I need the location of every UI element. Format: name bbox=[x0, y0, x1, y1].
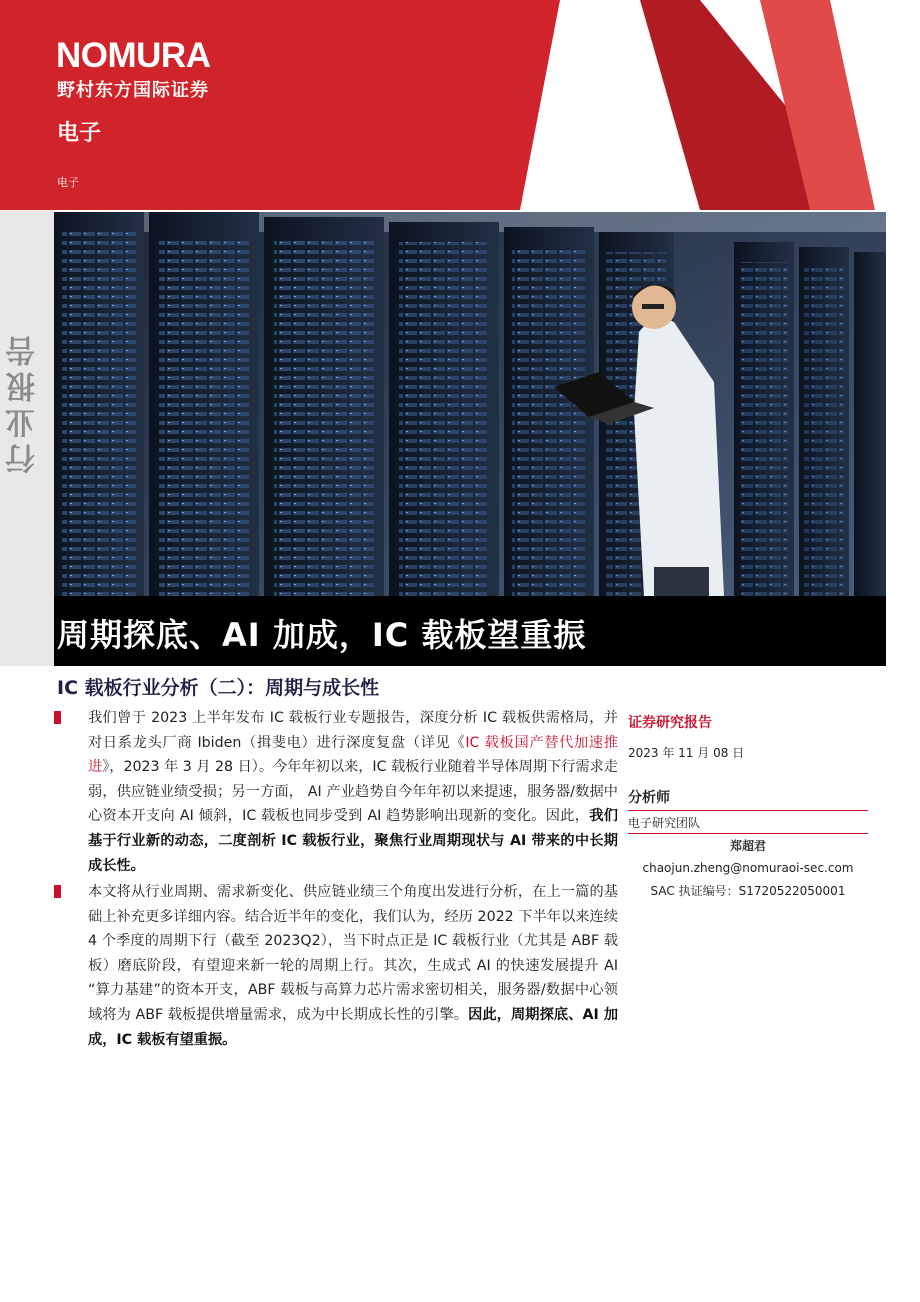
analyst-sac-number: SAC 执证编号：S1720522050001 bbox=[650, 884, 846, 898]
report-type: 证券研究报告 bbox=[628, 715, 712, 731]
para2-key-point: 因此，周期探底、AI 加成，IC 载板有望重振。 bbox=[88, 1006, 619, 1048]
summary-paragraph-2 bbox=[88, 880, 618, 1052]
report-date: 2023 年 11 月 08 日 bbox=[628, 746, 745, 760]
analyst-email[interactable]: chaojun.zheng@nomuraoi-sec.com bbox=[642, 861, 854, 875]
para1-key-point: 我们基于行业新的动态，二度剖析 IC 载板行业，聚焦行业周期现状与 AI 带来的中长期成长性。 bbox=[88, 808, 618, 874]
research-team: 电子研究团队 bbox=[628, 811, 868, 834]
report-subtitle: IC 载板行业分析（二）：周期与成长性 bbox=[57, 677, 380, 699]
para1-text-2: 》，2023 年 3 月 28 日）。今年年初以来，IC 载板行业随着半导体周期下行需求走弱，供应链业绩受损；另一方面， AI 产业趋势自今年年初以来提速，服务器/数据中心资本开支向 AI 倾斜，IC 载板也同步受到 AI 趋势影响出现新的变化。因此， bbox=[88, 759, 618, 825]
company-name-cn: 野村东方国际证券 bbox=[57, 80, 209, 101]
sector-title: 电子 bbox=[57, 121, 102, 146]
analyst-heading: 分析师 bbox=[628, 787, 868, 811]
para1-text-1: 我们曾于 2023 上半年发布 IC 载板行业专题报告，深度分析 IC 载板供需格局，并对日系龙头厂商 Ibiden（揖斐电）进行深度复盘（详见《 bbox=[88, 710, 618, 751]
server-room-image bbox=[54, 212, 886, 596]
report-category-label: 行业报告 bbox=[6, 330, 41, 474]
analyst-name: 郑超君 bbox=[729, 839, 766, 853]
report-title: 周期探底、AI 加成，IC 载板望重振 bbox=[57, 616, 587, 654]
para2-text: 本文将从行业周期、需求新变化、供应链业绩三个角度出发进行分析，在上一篇的基础上补充更多详细内容。结合近半年的变化，我们认为，经历 2022 下半年以来连续 4 个季度的周期下行（截至 2023Q2），当下时点正是 IC 载板行业（尤其是 ABF 载板）磨底阶段，有望迎来新一轮的周期上行。其次，生成式 AI 的快速发展提升 AI “算力基建”的资本开支，ABF 载板与高算力芯片需求密切相关，服务器/数据中心领域将为 ABF 载板提供增量需求，成为中长期成长性的引擎。 bbox=[88, 884, 618, 1023]
summary-paragraph-1 bbox=[88, 706, 618, 878]
header-geometric-shape bbox=[0, 0, 920, 210]
report-info-column bbox=[628, 712, 868, 899]
bullet-marker bbox=[54, 711, 61, 724]
nomura-logo: NOMURA bbox=[56, 36, 211, 75]
related-report-link[interactable]: IC 载板国产替代加速推进 bbox=[88, 734, 618, 776]
header-banner bbox=[0, 0, 920, 210]
sector-label: 电子 bbox=[57, 176, 79, 189]
bullet-marker bbox=[54, 885, 61, 898]
title-band bbox=[54, 596, 886, 666]
